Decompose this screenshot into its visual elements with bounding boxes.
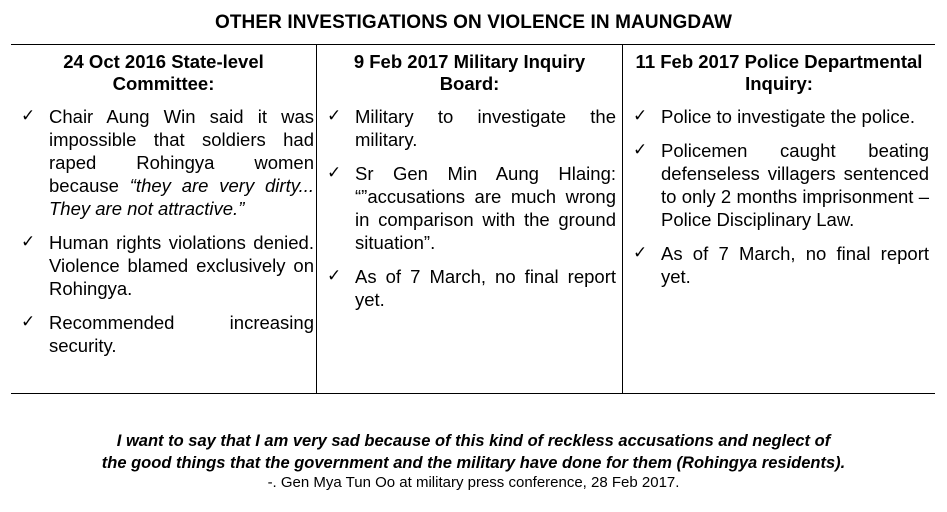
list-item <box>11 105 316 220</box>
list-item <box>11 231 316 300</box>
investigations-table <box>11 44 935 394</box>
list-item <box>623 242 935 288</box>
list-item <box>317 105 622 151</box>
item-text: Human rights violations denied. Violence blamed exclusively on Rohingya. <box>49 232 314 299</box>
quote-attribution: -. Gen Mya Tun Oo at military press conference, 28 Feb 2017. <box>267 474 680 491</box>
list-item <box>11 311 316 357</box>
pull-quote <box>0 430 947 474</box>
item-text: Chair Aung Win said it was impossible that soldiers had raped Rohingya women because <box>49 106 314 196</box>
check-icon: ✓ <box>633 106 648 126</box>
column-heading: 9 Feb 2017 Military Inquiry Board: <box>353 51 586 94</box>
bullet-list <box>317 105 622 311</box>
column-heading: 24 Oct 2016 State-level Committee: <box>63 51 264 94</box>
item-text: As of 7 March, no final report yet. <box>661 243 929 287</box>
item-text: Military to investigate the military. <box>355 106 616 150</box>
bullet-list <box>11 105 316 357</box>
check-icon: ✓ <box>21 312 36 332</box>
check-icon: ✓ <box>21 106 36 126</box>
bullet-list <box>623 105 935 288</box>
list-item <box>623 139 935 231</box>
item-text: Sr Gen Min Aung Hlaing: “”accusations are much wrong in comparison with the ground situation”. <box>355 163 616 253</box>
check-icon: ✓ <box>633 140 648 160</box>
check-icon: ✓ <box>327 106 342 126</box>
quote-line: I want to say that I am very sad because of this kind of reckless accusations and neglect of <box>116 432 831 450</box>
item-text: Policemen caught beating defenseless villagers sentenced to only 2 months imprisonment – Police Disciplinary Law. <box>661 140 929 230</box>
column-police-inquiry <box>622 45 935 393</box>
list-item <box>317 162 622 254</box>
column-state-committee <box>11 45 316 393</box>
item-text: Police to investigate the police. <box>661 106 916 127</box>
list-item <box>317 265 622 311</box>
check-icon: ✓ <box>21 232 36 252</box>
list-item <box>623 105 935 128</box>
item-text: Recommended increasing security. <box>49 312 314 356</box>
item-quote: “they are very dirty... They are not attractive.” <box>49 175 315 219</box>
item-text: As of 7 March, no final report yet. <box>355 266 616 310</box>
page-title: OTHER INVESTIGATIONS ON VIOLENCE IN MAUNGDAW <box>214 12 733 33</box>
check-icon: ✓ <box>327 163 342 183</box>
check-icon: ✓ <box>327 266 342 286</box>
check-icon: ✓ <box>633 243 648 263</box>
column-military-inquiry <box>316 45 622 393</box>
column-heading: 11 Feb 2017 Police Departmental Inquiry: <box>635 51 923 94</box>
quote-line: the good things that the government and the military have done for them (Rohingya residents). <box>101 454 846 472</box>
